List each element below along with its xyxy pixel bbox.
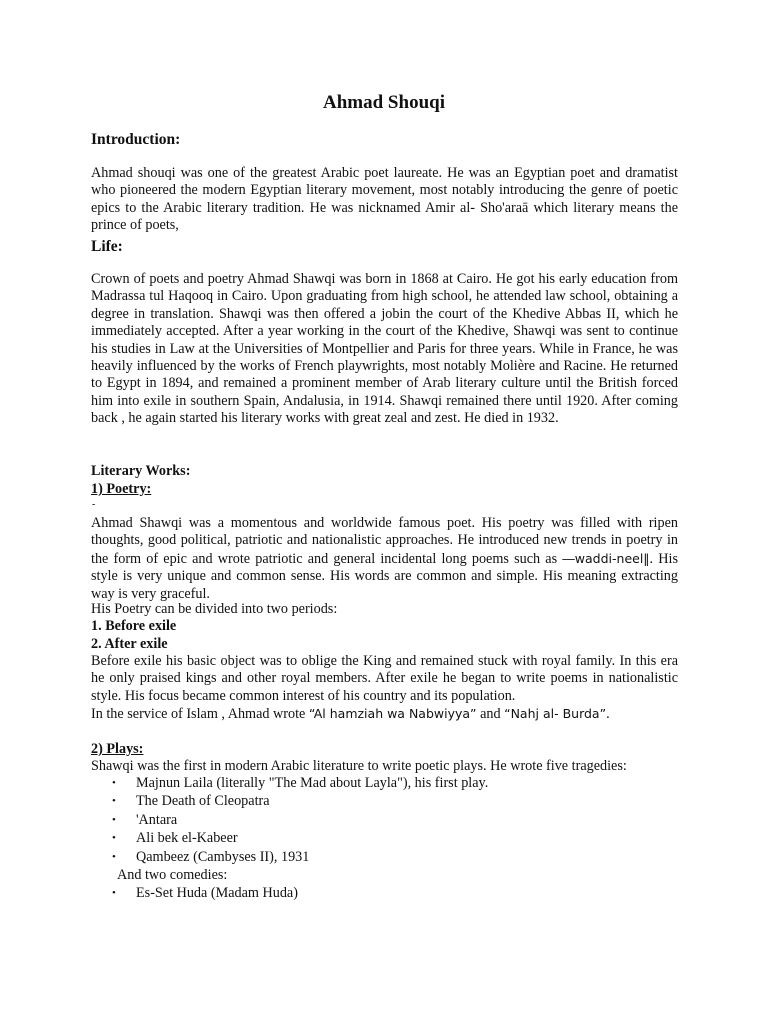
plays-heading: 2) Plays: xyxy=(91,741,144,757)
poetry-paragraph xyxy=(91,515,678,603)
life-heading: Life: xyxy=(91,238,123,255)
list-item xyxy=(112,793,488,811)
islam-text-start: In the service of Islam , Ahmad wrote xyxy=(91,706,309,722)
bullet-icon: • xyxy=(112,813,116,826)
list-item xyxy=(112,830,488,848)
period-after-exile: 2. After exile xyxy=(91,636,168,652)
list-item xyxy=(112,849,488,867)
exile-paragraph: Before exile his basic object was to oblige the King and remained stuck with royal family. In this era he only praised kings and other royal members. After exile he began to write poems in nationalistic style. His focus became common interest of his country and its population. xyxy=(91,653,678,704)
list-item-text: Ali bek el-Kabeer xyxy=(136,830,238,847)
islam-end: . xyxy=(606,706,610,722)
islam-and: and xyxy=(476,706,505,722)
islam-line xyxy=(91,705,610,723)
bullet-icon: • xyxy=(112,850,116,863)
periods-line: His Poetry can be divided into two periods: xyxy=(91,601,338,617)
literary-works-heading: Literary Works: xyxy=(91,463,191,479)
islam-title-2: “Nahj al- Burda” xyxy=(504,706,607,721)
list-item-text: The Death of Cleopatra xyxy=(136,793,270,810)
bullet-icon: • xyxy=(112,832,116,845)
tragedies-list xyxy=(112,775,488,867)
page-title: Ahmad Shouqi xyxy=(323,92,445,113)
bullet-icon: • xyxy=(112,777,116,789)
stray-mark: - xyxy=(92,499,96,510)
list-item-text: Majnun Laila (literally "The Mad about Layla"), his first play. xyxy=(136,775,489,791)
plays-intro: Shawqi was the first in modern Arabic literature to write poetic plays. He wrote five tragedies: xyxy=(91,758,627,774)
islam-title-1: “Al hamziah wa Nabwiyya” xyxy=(308,706,477,721)
comedies-intro: And two comedies: xyxy=(117,867,228,883)
list-item-text: Es-Set Huda (Madam Huda) xyxy=(136,885,298,901)
poem-title: ―waddi-neel‖ xyxy=(562,550,650,566)
period-before-exile: 1. Before exile xyxy=(91,618,177,634)
life-paragraph: Crown of poets and poetry Ahmad Shawqi was born in 1868 at Cairo. He got his early education from Madrassa tul Haqooq in Cairo. Upon graduating from high school, he attended law school, obtaining a degree in translation. Shawqi was then offered a jobin the court of the Khedive Abbas II, which he immediately accepted. After a year working in the court of the Khedive, Shawqi was sent to continue his studies in Law at the Universities of Montpellier and Paris for three years. While in France, he was heavily influenced by the works of French playwrights, most notably Molière and Racine. He returned to Egypt in 1894, and remained a prominent member of Arab literary culture until the British forced him into exile in southern Spain, Andalusia, in 1914. Shawqi remained there until 1920. After coming back , he again started his literary works with great zeal and zest. He died in 1932. xyxy=(91,271,678,427)
list-item xyxy=(112,812,488,830)
list-item xyxy=(112,775,488,793)
introduction-heading: Introduction: xyxy=(91,131,181,148)
list-item xyxy=(112,885,298,903)
poetry-text-before: Ahmad Shawqi was a momentous and worldwide famous poet. His poetry was filled with ripen thoughts, good political, patriotic and nationalistic approaches. He introduced new trends in poetry in the form of epic and wrote patriotic and general incidental long poems such as xyxy=(91,515,678,567)
bullet-icon: • xyxy=(112,795,116,808)
poetry-heading: 1) Poetry: xyxy=(91,481,152,497)
poetry-text-after: . His style is very unique and common sense. His words are common and simple. His meaning extracting way is very graceful. xyxy=(91,550,678,602)
bullet-icon: • xyxy=(112,887,116,899)
introduction-paragraph: Ahmad shouqi was one of the greatest Arabic poet laureate. He was an Egyptian poet and dramatist who pioneered the modern Egyptian literary movement, most notably introducing the genre of poetic epics to the Arabic literary tradition. He was nicknamed Amir al- Sho'araā which literary means the prince of poets, xyxy=(91,165,678,234)
list-item-text: 'Antara xyxy=(136,811,178,828)
list-item-text: Qambeez (Cambyses II), 1931 xyxy=(136,848,310,865)
comedies-list xyxy=(112,885,298,903)
